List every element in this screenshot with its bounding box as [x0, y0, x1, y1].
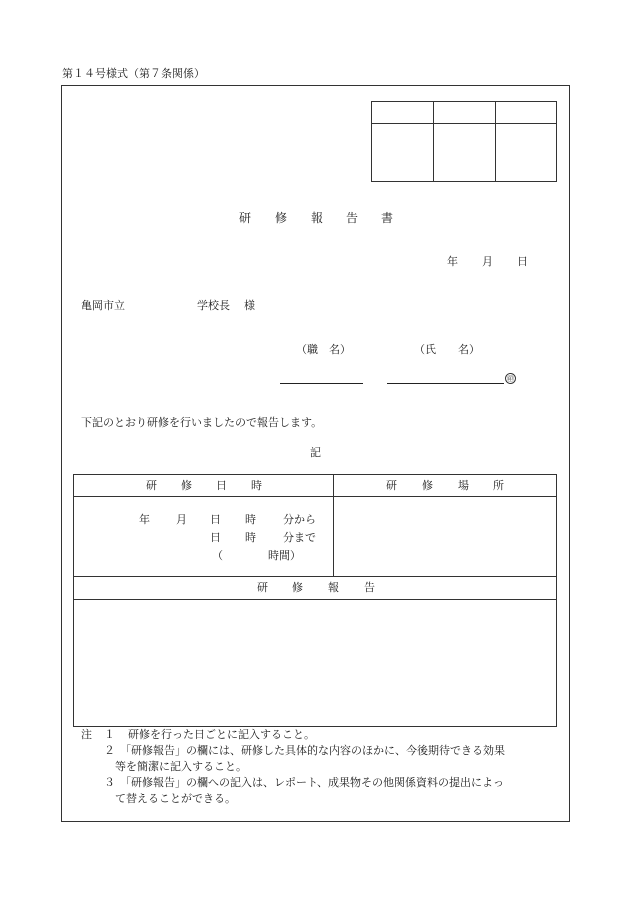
- title-char: 告: [346, 211, 359, 225]
- note-text: 「研修報告」の欄には、研修した具体的な内容のほかに、今後期待できる効果: [120, 744, 505, 757]
- title-char: 修: [275, 211, 288, 225]
- title-char: 研: [239, 211, 252, 225]
- datetime-month: 月: [176, 513, 187, 526]
- position-underline: [280, 383, 363, 384]
- datetime-end-day: 日: [210, 531, 221, 544]
- table-col-divider: [333, 474, 334, 577]
- position-label: （職 名）: [296, 343, 351, 356]
- header-datetime-char: 修: [181, 479, 192, 492]
- intro-text: 下記のとおり研修を行いましたので報告します。: [81, 416, 323, 429]
- datetime-day: 日: [210, 513, 221, 526]
- table-section-divider: [73, 576, 557, 577]
- notes-label: 注: [81, 728, 92, 741]
- ki-heading: 記: [310, 446, 321, 459]
- addressee-honorific: 様: [244, 299, 255, 312]
- datetime-from: 分から: [283, 513, 316, 526]
- header-datetime-char: 日: [216, 479, 227, 492]
- report-header-char: 告: [364, 581, 375, 594]
- table-frame: [73, 474, 557, 727]
- note-text: 研修を行った日ごとに記入すること。: [128, 728, 315, 741]
- date-day: 日: [517, 255, 528, 268]
- addressee-city: 亀岡市立: [81, 299, 125, 312]
- note-text: て替えることができる。: [115, 792, 236, 805]
- duration-hours: 時間）: [268, 549, 301, 562]
- title-char: 報: [311, 211, 324, 225]
- header-place-char: 所: [493, 479, 504, 492]
- addressee-principal: 学校長: [197, 299, 230, 312]
- name-underline: [387, 383, 504, 384]
- date-year: 年: [447, 255, 458, 268]
- header-place-char: 研: [386, 479, 397, 492]
- datetime-hour: 時: [245, 513, 256, 526]
- stamp-grid-col-divider-1: [433, 101, 434, 182]
- note-number: ３: [104, 776, 115, 789]
- name-label: （氏 名）: [414, 343, 480, 356]
- report-header-char: 研: [257, 581, 268, 594]
- title-char: 書: [381, 211, 394, 225]
- stamp-grid-frame: [371, 101, 557, 182]
- header-datetime-char: 研: [146, 479, 157, 492]
- datetime-year: 年: [139, 513, 150, 526]
- date-month: 月: [482, 255, 493, 268]
- note-text: 等を簡潔に記入すること。: [115, 760, 247, 773]
- stamp-grid-header-divider: [371, 123, 557, 124]
- report-header-char: 修: [292, 581, 303, 594]
- duration-open-paren: （: [212, 549, 223, 562]
- seal-mark: ㊞: [507, 375, 514, 383]
- header-place-char: 修: [422, 479, 433, 492]
- datetime-until: 分まで: [283, 531, 316, 544]
- datetime-end-hour: 時: [245, 531, 256, 544]
- note-number: １: [104, 728, 115, 741]
- report-header-divider: [73, 599, 557, 600]
- stamp-grid-col-divider-2: [495, 101, 496, 182]
- table-header-divider: [73, 496, 557, 497]
- header-place-char: 場: [458, 479, 469, 492]
- note-number: ２: [104, 744, 115, 757]
- report-header-char: 報: [328, 581, 339, 594]
- form-number: 第１４号様式（第７条関係）: [62, 67, 205, 80]
- note-text: 「研修報告」の欄への記入は、レポート、成果物その他関係資料の提出によっ: [120, 776, 505, 789]
- header-datetime-char: 時: [251, 479, 262, 492]
